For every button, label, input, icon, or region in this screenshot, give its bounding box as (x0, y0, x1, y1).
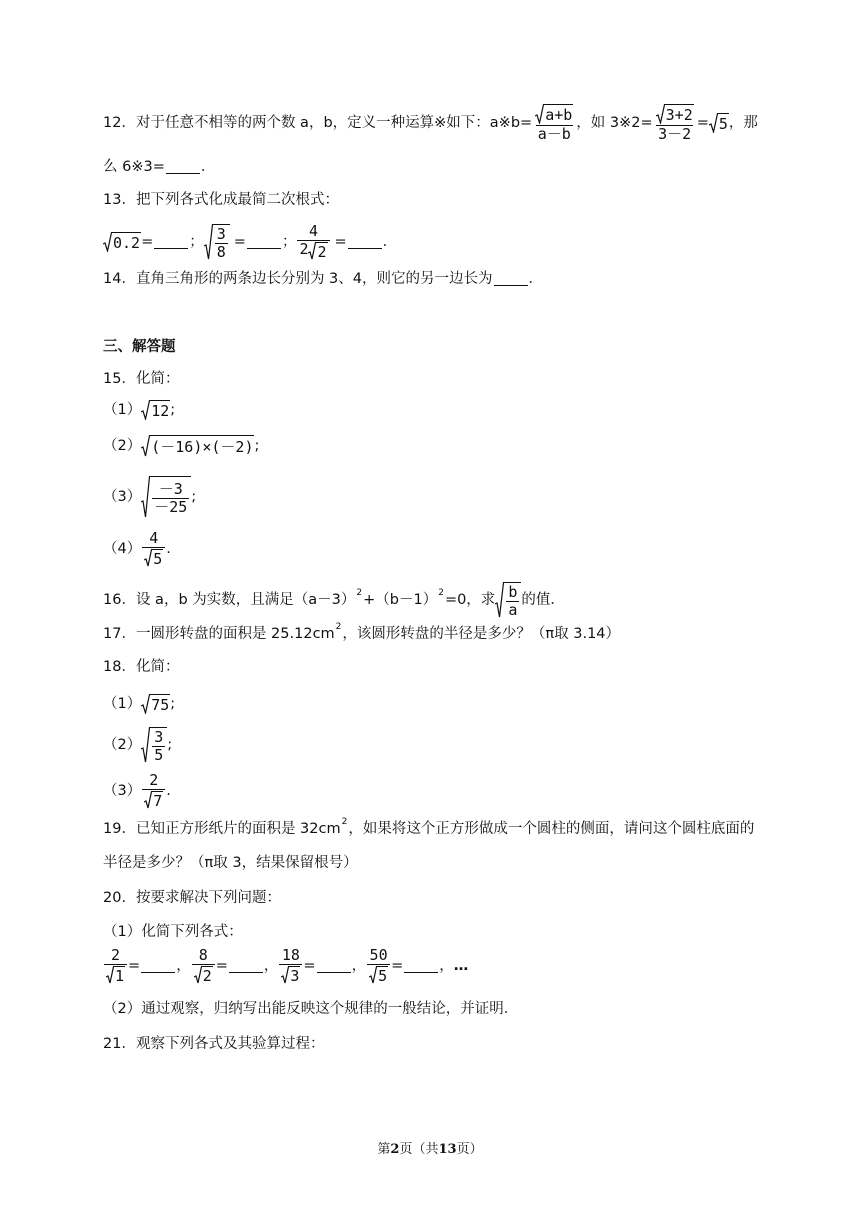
question-12-line-1: 12．对于任意不相等的两个数 a，b，定义一种运算※如下：a※b= $\frac{a+b}{a-b}$ ，如 3※2= $\frac{3+2}{3-2}$ = 5 ，那 (103, 106, 758, 143)
question-16: 16．设 a，b 为实数，且满足（a－3） 2 +（b－1） 2 =0，求 $\frac{b}{a}$ 的值． (103, 583, 565, 619)
radical: 7 (144, 791, 163, 809)
total-pages: 13 (438, 1142, 457, 1157)
question-14: 14．直角三角形的两条边长分别为 3、4，则它的另一边长为 ． (103, 271, 544, 287)
radical: 2 (308, 242, 327, 260)
question-17: 17．一圆形转盘的面积是 25.12cm 2 ，该圆形转盘的半径是多少？（π取 3.14） (103, 621, 621, 642)
section-title: 三、解答题 (103, 339, 176, 355)
question-13-stem: 13．把下列各式化成最简二次根式： (103, 192, 339, 208)
answer-blank (404, 972, 438, 973)
question-18-part-3: （3） $\frac{2}{7}$ . (103, 771, 171, 810)
question-15-part-3: （3） $\frac{-3}{-25}$ ; (103, 476, 196, 518)
fraction: $\frac{4}{5}$ (142, 531, 165, 567)
radical: (－16)×(－2) (141, 435, 254, 457)
question-20-fractions: $\frac{2}{1}$ = ， $\frac{8}{2}$ = ， $\frac{18}{3}$ = ， $\frac{50}{5}$ = ， … (103, 948, 468, 984)
question-20-part-1-label: （1）化简下列各式： (103, 924, 243, 940)
question-19-line-1: 19．已知正方形纸片的面积是 32cm 2 ，如果将这个正方形做成一个圆柱的侧面，请问这个圆柱底面的 (103, 816, 755, 837)
fraction: $\frac{3+2}{3-2}$ (654, 104, 696, 142)
answer-blank (154, 248, 188, 249)
answer-blank (494, 285, 528, 286)
fraction: $\frac{a+b}{a-b}$ (533, 104, 575, 142)
answer-blank (229, 972, 263, 973)
radical: 0.2 (103, 232, 141, 252)
page-footer: 第2页（共13页） (377, 1142, 483, 1157)
page-number: 2 (390, 1142, 400, 1157)
radical: $\frac{3}{8}$ (204, 224, 230, 260)
answer-blank (348, 248, 382, 249)
question-19-line-2: 半径是多少？（π取 3，结果保留根号） (103, 855, 358, 871)
radical: 5 (709, 113, 729, 133)
question-18-stem: 18．化简： (103, 659, 180, 675)
radical: a+b (535, 104, 573, 124)
answer-blank (141, 972, 175, 973)
fraction: 4 2 2 (297, 224, 329, 260)
fraction: $\frac{18}{3}$ (279, 948, 302, 984)
question-15-part-1: （1） 12 ; (103, 401, 176, 420)
question-12-line-2: 么 6※3= ． (103, 159, 216, 175)
answer-blank (317, 972, 351, 973)
fraction: $\frac{2}{7}$ (142, 773, 165, 809)
radical: $\frac{b}{a}$ (495, 582, 521, 618)
radical: $\frac{3}{5}$ (141, 727, 167, 763)
radical: 12 (141, 400, 170, 420)
radical: $\frac{-3}{-25}$ (141, 476, 191, 518)
question-20-stem: 20．按要求解决下列问题： (103, 890, 281, 906)
answer-blank (247, 248, 281, 249)
question-13-expressions: 0.2 = ； $\frac{3}{8}$ = ； 4 2 2 = ． (103, 224, 397, 260)
fraction: $\frac{50}{5}$ (367, 948, 390, 984)
question-20-part-2: （2）通过观察，归纳写出能反映这个规律的一般结论，并证明． (103, 1001, 519, 1017)
radical: 5 (144, 549, 163, 567)
question-15-stem: 15．化简： (103, 371, 180, 387)
radical: 3+2 (656, 104, 694, 124)
question-15-part-4: （4） $\frac{4}{5}$ . (103, 529, 171, 568)
fraction: $\frac{8}{2}$ (192, 948, 215, 984)
radical: 75 (141, 694, 170, 714)
question-18-part-1: （1） 75 ; (103, 695, 176, 714)
question-15-part-2: （2） (－16)×(－2) ; (103, 435, 259, 457)
question-18-part-2: （2） $\frac{3}{5}$ ; (103, 728, 173, 764)
answer-blank (166, 173, 200, 174)
fraction: $\frac{2}{1}$ (104, 948, 127, 984)
question-21: 21．观察下列各式及其验算过程： (103, 1036, 325, 1052)
